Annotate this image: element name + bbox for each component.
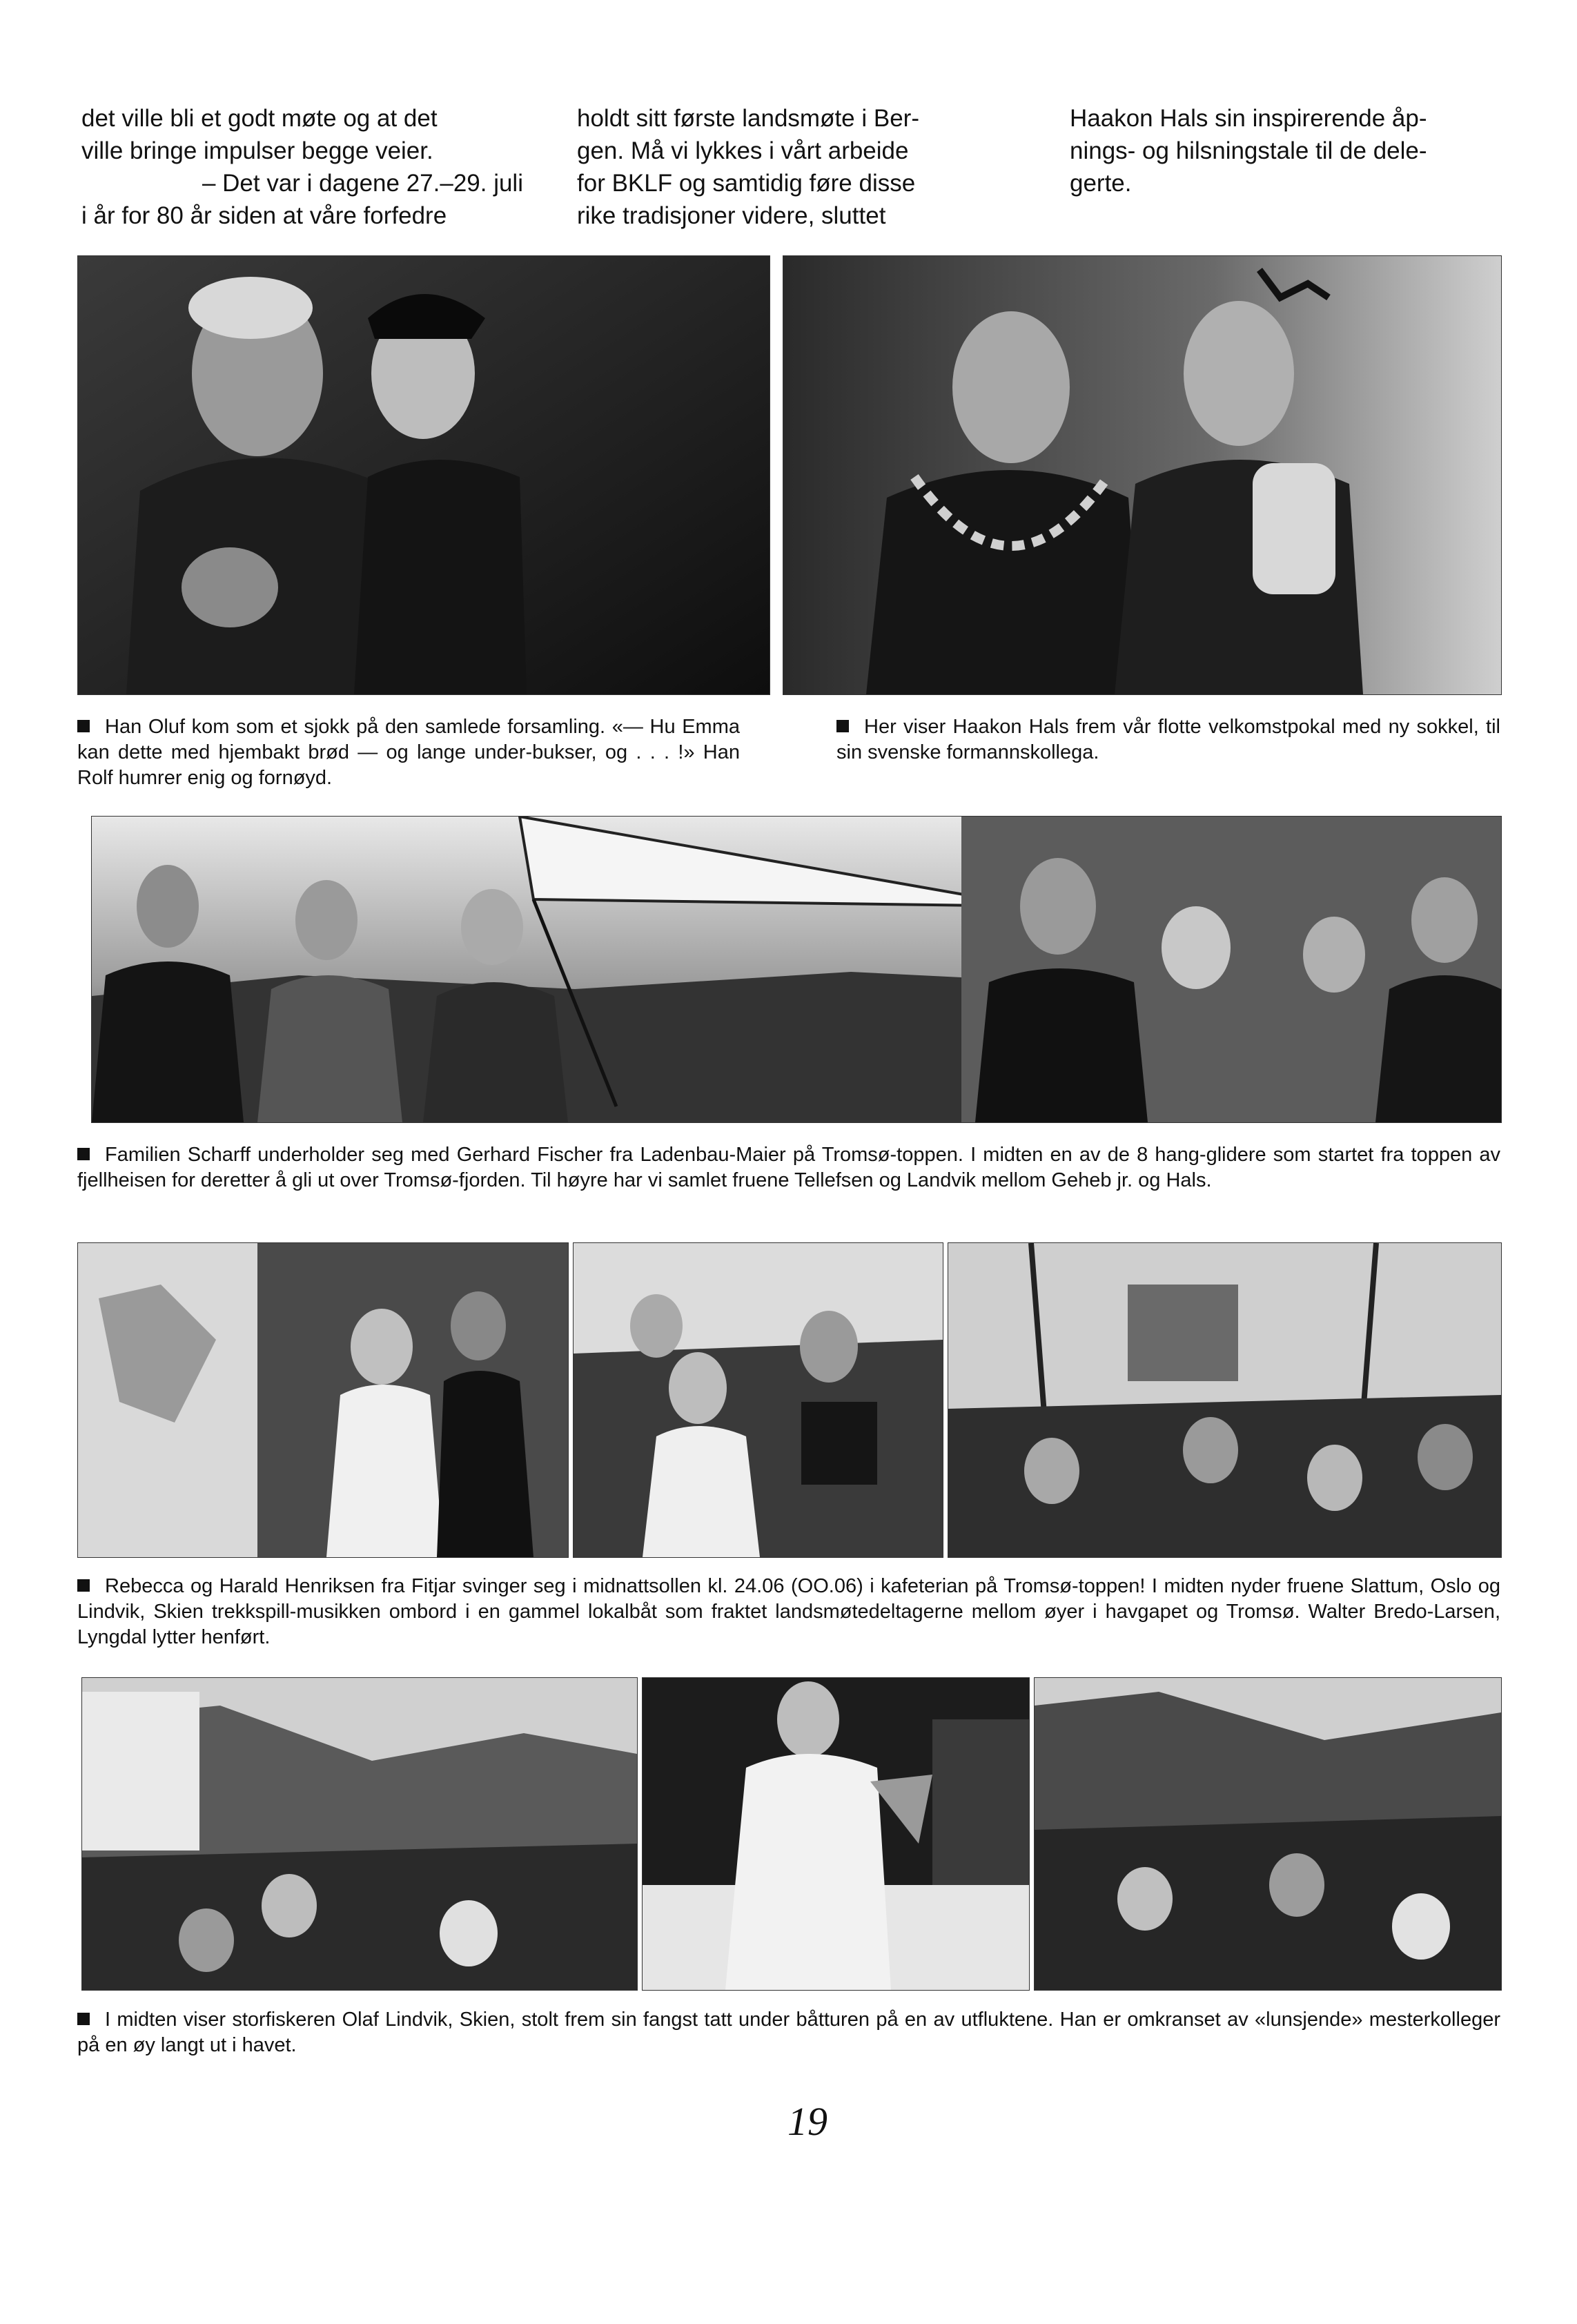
caption-bullet <box>836 720 849 732</box>
caption-photo-3 <box>77 1142 1500 1193</box>
caption-text: Her viser Haakon Hals frem vår flotte velkomstpokal med ny sokkel, til sin svenske formannskollega. <box>836 716 1500 763</box>
article-line: gen. Må vi lykkes i vårt arbeide <box>577 137 909 164</box>
photo-haakon-hals-with-trophy <box>783 255 1502 695</box>
article-line: ville bringe impulser begge veier. <box>81 137 433 164</box>
photo-henriksen-dancing <box>77 1242 569 1558</box>
article-column-1 <box>81 102 523 232</box>
caption-bullet <box>77 720 90 732</box>
article-line: nings- og hilsningstale til de dele- <box>1070 137 1427 164</box>
caption-text: Han Oluf kom som et sjokk på den samlede forsamling. «— Hu Emma kan dette med hjembakt brød — og lange under-bukser, og . . . !» Han Rolf humrer enig og fornøyd. <box>77 716 740 789</box>
article-line: holdt sitt første landsmøte i Ber- <box>577 105 919 132</box>
article-line: Haakon Hals sin inspirerende åp- <box>1070 105 1427 132</box>
article-line: gerte. <box>1070 170 1132 197</box>
article-line: det ville bli et godt møte og at det <box>81 105 438 132</box>
photo-tromso-toppen-hang-glider <box>91 816 1502 1123</box>
caption-text: Rebecca og Harald Henriksen fra Fitjar svinger seg i midnattsollen kl. 24.06 (OO.06) i kafeterian på Tromsø-toppen! I midten nyder fruene Slattum, Oslo og Lindvik, Skien trekkspill-musikken ombord i en gammel lokalbåt som fraktet landsmøtedeltagerne mellom øyer i havgapet og Tromsø. Walter Bredo-Larsen, Lyngdal lytter henført. <box>77 1575 1500 1648</box>
photo-lunsj-on-island-right <box>1034 1677 1502 1991</box>
photo-trekkspill-onboard <box>573 1242 943 1558</box>
page-number: 19 <box>787 2099 827 2144</box>
caption-bullet <box>77 1148 90 1160</box>
photo-han-oluf-and-rolf <box>77 255 770 695</box>
caption-photo-4 <box>77 1574 1500 1650</box>
caption-text: I midten viser storfiskeren Olaf Lindvik, Skien, stolt frem sin fangst tatt under båtturen på en av utfluktene. Han er omkranset av «lunsjende» mesterkolleger på en øy langt ut i havet. <box>77 2009 1500 2056</box>
article-column-3 <box>1070 102 1511 199</box>
caption-photo-5 <box>77 2007 1500 2058</box>
article-line: i år for 80 år siden at våre forfedre <box>81 202 447 229</box>
article-line: – Det var i dagene 27.–29. juli <box>202 170 523 197</box>
photo-olaf-lindvik-with-fish <box>642 1677 1030 1991</box>
caption-text: Familien Scharff underholder seg med Gerhard Fischer fra Ladenbau-Maier på Tromsø-toppen. I midten en av de 8 hang-glidere som startet fra toppen av fjellheisen for deretter å gli ut over Tromsø-fjorden. Til høyre har vi samlet fruene Tellefsen og Landvik mellom Geheb jr. og Hals. <box>77 1144 1500 1191</box>
photo-lokalbat-deck <box>948 1242 1502 1558</box>
article-column-2 <box>577 102 1019 232</box>
article-line: rike tradisjoner videre, sluttet <box>577 202 886 229</box>
caption-photo-1 <box>77 714 740 791</box>
photo-lunsj-on-island-left <box>81 1677 638 1991</box>
article-line: for BKLF og samtidig føre disse <box>577 170 916 197</box>
caption-bullet <box>77 1579 90 1592</box>
caption-bullet <box>77 2013 90 2025</box>
caption-photo-2 <box>836 714 1500 765</box>
